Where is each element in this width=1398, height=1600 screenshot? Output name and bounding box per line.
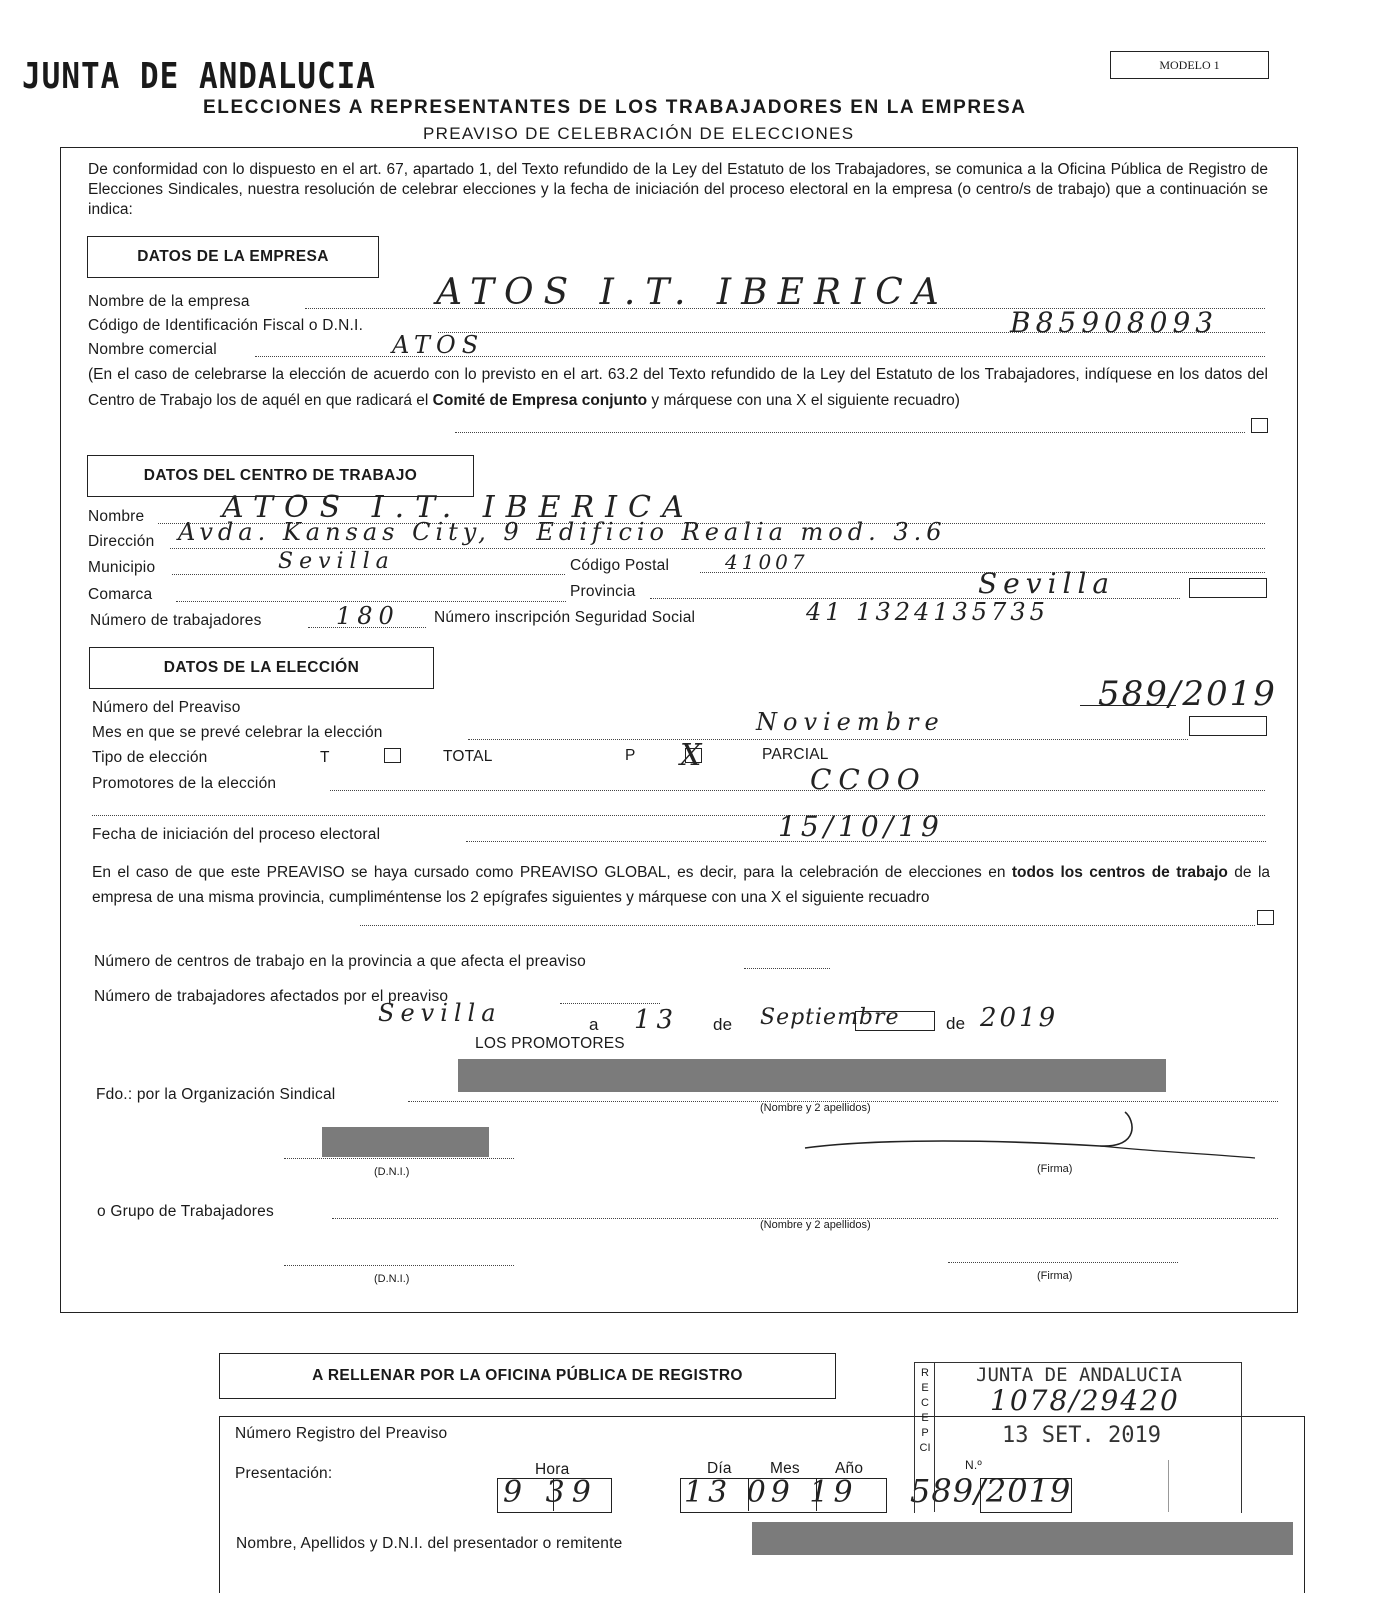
eleccion-parcial-label: PARCIAL <box>762 746 829 763</box>
page-subtitle: PREAVISO DE CELEBRACIÓN DE ELECCIONES <box>423 124 855 143</box>
eleccion-promotores-line <box>330 790 1265 791</box>
grupo-label: o Grupo de Trabajadores <box>97 1203 274 1220</box>
registro-anio-label: Año <box>835 1460 864 1477</box>
global-text-1: En el caso de que este PREAVISO se haya cursado como PREAVISO GLOBAL, es decir, para la celebración de elecciones en <box>92 864 1012 881</box>
comite-conjunto-checkbox[interactable] <box>1251 418 1268 433</box>
empresa-note-text2: y márquese con una X el siguiente recuadro) <box>647 392 960 409</box>
centro-cp-label: Código Postal <box>570 557 670 574</box>
section-eleccion: DATOS DE LA ELECCIÓN <box>89 647 434 689</box>
eleccion-mes-label: Mes en que se prevé celebrar la elección <box>92 724 383 741</box>
registro-hora-value: 9 39 <box>503 1475 598 1510</box>
eleccion-mes-line <box>468 739 1188 740</box>
registro-numero-label: Número Registro del Preaviso <box>235 1425 448 1442</box>
registro-title: A RELLENAR POR LA OFICINA PÚBLICA DE REGISTRO <box>219 1353 836 1399</box>
eleccion-t-letter: T <box>320 749 330 766</box>
centro-provincia-label: Provincia <box>570 583 636 600</box>
eleccion-preaviso-value[interactable]: 589/2019 <box>1098 674 1277 714</box>
preaviso-value-underline <box>1080 705 1176 706</box>
global-text-bold: todos los centros de trabajo <box>1011 864 1228 881</box>
eleccion-promotores-value[interactable]: CCOO <box>810 763 927 796</box>
parcial-checkbox-mark: X <box>680 738 702 773</box>
stamp-org: JUNTA DE ANDALUCIA <box>976 1364 1182 1386</box>
registro-fecha-value: 13 09 19 <box>684 1475 858 1510</box>
empresa-cif-label: Código de Identificación Fiscal o D.N.I. <box>88 317 364 334</box>
eleccion-preaviso-label: Número del Preaviso <box>92 699 241 716</box>
firma-a-label: a <box>589 1015 599 1034</box>
centro-nombre-value[interactable]: ATOS I.T. IBERICA <box>222 490 695 525</box>
global-trabajadores-line <box>560 1003 660 1004</box>
global-centros-line <box>744 968 830 969</box>
provincia-code-box[interactable] <box>1189 578 1267 598</box>
firma-anio-value[interactable]: 2019 <box>980 1003 1059 1033</box>
eleccion-total-label: TOTAL <box>443 748 493 765</box>
stamp-right-divider <box>1168 1460 1169 1512</box>
empresa-note-line <box>455 432 1245 433</box>
mes-code-box[interactable] <box>1189 716 1267 736</box>
redacted-presentador <box>752 1522 1293 1555</box>
fdo-dni-line <box>284 1158 514 1159</box>
stamp-date: 13 SET. 2019 <box>1002 1423 1161 1448</box>
centro-trabajadores-value[interactable]: 180 <box>336 602 400 630</box>
registro-presentacion-label: Presentación: <box>235 1465 333 1482</box>
firma-de-label-2: de <box>946 1014 966 1033</box>
firma-de-label-1: de <box>713 1015 733 1034</box>
global-text <box>92 860 1270 910</box>
firma-mes-value[interactable]: Septiembre <box>760 1005 900 1030</box>
eleccion-tipo-label: Tipo de elección <box>92 749 208 766</box>
empresa-cif-value[interactable]: B85908093 <box>1010 306 1219 339</box>
section-empresa: DATOS DE LA EMPRESA <box>87 236 379 278</box>
grupo-dni-line <box>284 1265 514 1266</box>
centro-cp-value[interactable]: 41007 <box>725 550 809 574</box>
stamp-side-divider <box>934 1362 935 1512</box>
model-label-box <box>1110 51 1269 79</box>
page-title: ELECCIONES A REPRESENTANTES DE LOS TRABAJADORES EN LA EMPRESA <box>203 97 1027 118</box>
eleccion-mes-value[interactable]: Noviembre <box>756 708 945 736</box>
global-centros-label: Número de centros de trabajo en la provincia a que afecta el preaviso <box>94 953 586 970</box>
org-logo: JUNTA DE ANDALUCIA <box>22 56 376 98</box>
registro-dia-label: Día <box>707 1460 732 1477</box>
intro-text: De conformidad con lo dispuesto en el art. 67, apartado 1, del Texto refundido de la Ley del Estatuto de los Trabajadores, se comunica a la Oficina Pública de Registro de Elecciones Sindicales, nuestra resolución de celebrar elecciones y la fecha de iniciación del proceso electoral en la empresa (o centro/s de trabajo) que a continuación se indica: <box>88 161 1268 218</box>
stamp-side-text: RECEPCI <box>919 1367 931 1454</box>
eleccion-promotores-label: Promotores de la elección <box>92 775 277 792</box>
total-checkbox[interactable] <box>384 748 401 763</box>
fdo-firma-caption: (Firma) <box>1037 1163 1073 1175</box>
centro-ss-label: Número inscripción Seguridad Social <box>434 609 696 626</box>
stamp-n-label: N.º <box>965 1458 982 1472</box>
centro-direccion-label: Dirección <box>88 533 155 550</box>
centro-direccion-value[interactable]: Avda. Kansas City, 9 Edificio Realia mod. 3.6 <box>178 518 947 546</box>
fdo-label: Fdo.: por la Organización Sindical <box>96 1086 336 1103</box>
empresa-comercial-value[interactable]: ATOS <box>392 331 485 359</box>
empresa-note-text1: (En el caso de celebrarse la elección de acuerdo con lo previsto en el art. 63.2 del Texto refundido de la Ley del Estatuto de los Trabajadores, indíquese en los datos del Centro de Trabajo los de aquél en que radicará el <box>88 366 1268 409</box>
promotores-title: LOS PROMOTORES <box>475 1035 625 1052</box>
signature-stroke <box>800 1110 1260 1165</box>
redacted-organizacion-name <box>458 1059 1166 1092</box>
eleccion-fecha-label: Fecha de iniciación del proceso electoral <box>92 826 381 843</box>
registro-presentador-label: Nombre, Apellidos y D.N.I. del presentador o remitente <box>236 1535 623 1552</box>
centro-comarca-label: Comarca <box>88 586 153 603</box>
registro-mes-label: Mes <box>770 1460 800 1477</box>
centro-provincia-value[interactable]: Sevilla <box>978 567 1116 600</box>
centro-ss-value[interactable]: 41 1324135735 <box>806 598 1049 626</box>
centro-municipio-label: Municipio <box>88 559 156 576</box>
empresa-note-bold: Comité de Empresa conjunto <box>432 392 648 409</box>
stamp-number: 1078/29420 <box>990 1384 1180 1417</box>
global-text-2: de la empresa de una misma provincia, cumpliméntense los 2 epígrafes siguientes y márquese con una X el siguiente recuadro <box>92 864 1271 906</box>
firma-dia-value[interactable]: 13 <box>634 1005 680 1035</box>
eleccion-p-letter: P <box>625 747 636 764</box>
fdo-nombre-caption: (Nombre y 2 apellidos) <box>760 1102 871 1114</box>
centro-municipio-line <box>172 574 565 575</box>
centro-trabajadores-label: Número de trabajadores <box>90 612 262 629</box>
centro-nombre-label: Nombre <box>88 508 145 525</box>
global-text-line <box>360 925 1255 926</box>
firma-mes-box <box>855 1011 935 1031</box>
section-centro: DATOS DEL CENTRO DE TRABAJO <box>87 455 474 497</box>
registro-numero-value: 589/2019 <box>910 1472 1072 1510</box>
eleccion-promotores-line-2 <box>92 815 1265 816</box>
fdo-dni-caption: (D.N.I.) <box>374 1166 410 1178</box>
grupo-firma-line <box>948 1262 1178 1263</box>
grupo-firma-caption: (Firma) <box>1037 1270 1073 1282</box>
centro-municipio-value[interactable]: Sevilla <box>278 549 395 574</box>
global-trabajadores-label: Número de trabajadores afectados por el preaviso <box>94 988 449 1005</box>
global-checkbox[interactable] <box>1257 910 1274 925</box>
redacted-dni <box>322 1127 489 1157</box>
empresa-nombre-value[interactable]: ATOS I.T. IBERICA <box>436 272 949 313</box>
empresa-comercial-label: Nombre comercial <box>88 341 217 358</box>
grupo-nombre-caption: (Nombre y 2 apellidos) <box>760 1219 871 1231</box>
firma-lugar-value[interactable]: Sevilla <box>378 999 502 1027</box>
eleccion-fecha-value[interactable]: 15/10/19 <box>778 810 944 843</box>
grupo-dni-caption: (D.N.I.) <box>374 1273 410 1285</box>
empresa-note <box>88 362 1268 414</box>
registro-hora-label: Hora <box>535 1461 570 1478</box>
empresa-nombre-label: Nombre de la empresa <box>88 293 250 310</box>
model-label: MODELO 1 <box>1159 58 1220 72</box>
